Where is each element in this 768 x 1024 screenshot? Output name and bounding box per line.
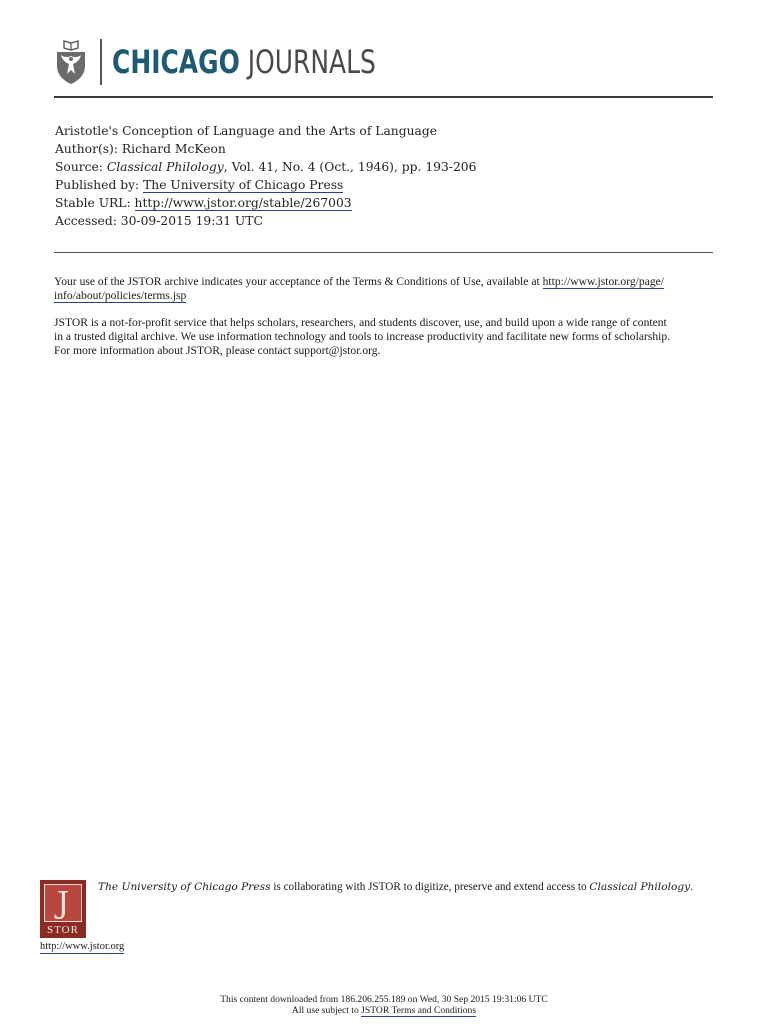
- jstor-about-line1: JSTOR is a not-for-profit service that helps scholars, researchers, and students discover, use, and build upon a wide range of content: [54, 316, 667, 329]
- terms-conditions-line: [0, 1005, 768, 1016]
- terms-paragraph: [54, 275, 724, 303]
- jstor-logo[interactable]: [40, 880, 86, 938]
- citation-rule: [54, 252, 713, 253]
- stable-url-link[interactable]: http://www.jstor.org/stable/267003: [134, 196, 352, 210]
- collab-text: is collaborating with JSTOR to digitize, preserve and extend access to: [270, 881, 590, 893]
- publisher-label: Published by:: [55, 178, 144, 192]
- source-label: Source:: [55, 160, 107, 174]
- terms-conditions-link[interactable]: JSTOR Terms and Conditions: [361, 1005, 477, 1016]
- jstor-logo-box: [44, 884, 82, 922]
- university-seal-icon: [54, 38, 88, 86]
- brand-wordmark: [112, 43, 376, 81]
- citation-block: [55, 122, 476, 230]
- collaboration-statement: [98, 880, 693, 894]
- author-label: Author(s):: [55, 142, 122, 156]
- logo-divider: [100, 39, 102, 85]
- collab-publisher: The University of Chicago Press: [98, 881, 271, 893]
- brand-chicago: CHICAGO: [112, 43, 240, 81]
- collab-end: .: [690, 881, 693, 893]
- accessed-date: 30-09-2015 19:31 UTC: [120, 214, 263, 228]
- download-notice: [0, 994, 768, 1016]
- terms-conditions-prefix: All use subject to: [291, 1005, 362, 1016]
- jstor-url-link[interactable]: http://www.jstor.org: [40, 941, 125, 952]
- stable-url-label: Stable URL:: [55, 196, 135, 210]
- author-name: Richard McKeon: [121, 142, 226, 156]
- source-line: [55, 158, 476, 176]
- jstor-logo-letter: J: [56, 886, 70, 921]
- author-line: [55, 140, 476, 158]
- brand-journals: JOURNALS: [247, 43, 376, 81]
- collab-journal: Classical Philology: [589, 881, 691, 893]
- source-details: , Vol. 41, No. 4 (Oct., 1946), pp. 193-206: [223, 160, 477, 174]
- jstor-about-paragraph: [54, 316, 724, 358]
- terms-notice: [54, 275, 724, 371]
- download-line: This content downloaded from 186.206.255.189 on Wed, 30 Sep 2015 19:31:06 UTC: [220, 994, 548, 1005]
- jstor-logo-word: STOR: [47, 924, 79, 936]
- jstor-about-line3: For more information about JSTOR, please contact support@jstor.org.: [54, 344, 381, 357]
- header-rule: [54, 96, 713, 98]
- accessed-line: [55, 212, 476, 230]
- publisher-link[interactable]: The University of Chicago Press: [143, 178, 344, 192]
- source-journal: Classical Philology: [106, 160, 224, 174]
- terms-link-part1: http://www.jstor.org/page/: [542, 275, 664, 288]
- jstor-about-line2: in a trusted digital archive. We use information technology and tools to increase productivity and facilitate new forms of scholarship.: [54, 330, 671, 343]
- article-title: Aristotle's Conception of Language and the Arts of Language: [55, 124, 437, 138]
- chicago-journals-logo: [54, 36, 450, 88]
- terms-link-part2: info/about/policies/terms.jsp: [54, 289, 187, 302]
- accessed-label: Accessed:: [55, 214, 121, 228]
- stable-url-line: [55, 194, 476, 212]
- terms-text: Your use of the JSTOR archive indicates your acceptance of the Terms & Conditions of Use, available at: [54, 275, 543, 288]
- publisher-line: [55, 176, 476, 194]
